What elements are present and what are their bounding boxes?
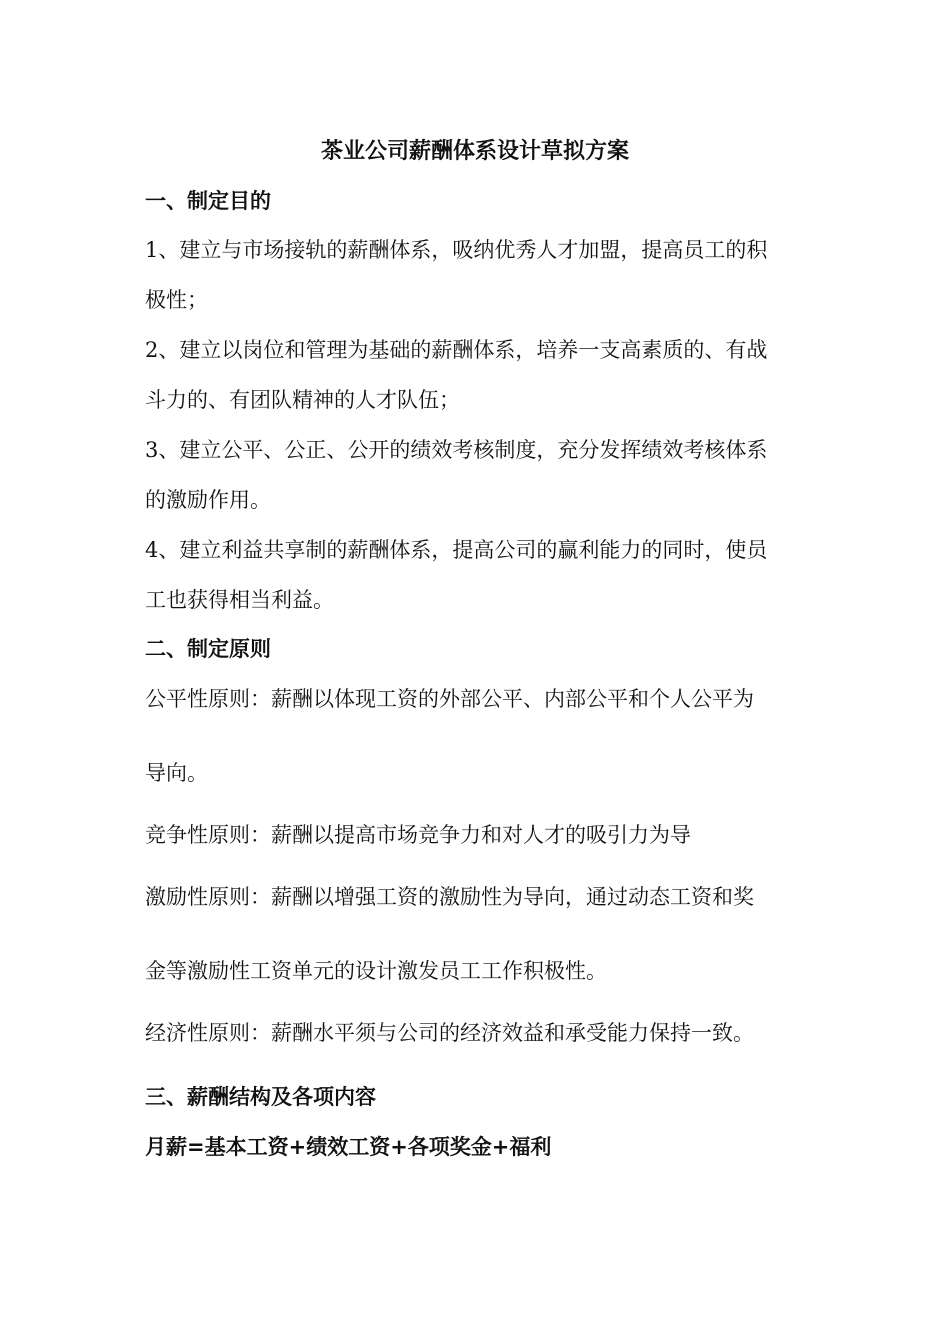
purpose-item-1-line-2: 极性；	[145, 288, 208, 312]
principle-incentive-line-1: 激励性原则：薪酬以增强工资的激励性为导向，通过动态工资和奖	[145, 885, 754, 909]
purpose-item-4-line-1: 4、建立利益共享制的薪酬体系，提高公司的赢利能力的同时，使员	[145, 538, 768, 562]
section-heading-purpose: 一、制定目的	[145, 189, 271, 213]
principle-fairness-line-2: 导向。	[145, 761, 208, 785]
purpose-item-2-line-2: 斗力的、有团队精神的人才队伍；	[145, 388, 460, 412]
section-heading-principles: 二、制定原则	[145, 637, 271, 661]
principle-incentive-line-2: 金等激励性工资单元的设计激发员工工作积极性。	[145, 959, 607, 983]
purpose-item-2-line-1: 2、建立以岗位和管理为基础的薪酬体系，培养一支高素质的、有战	[145, 338, 768, 362]
purpose-item-3-line-2: 的激励作用。	[145, 488, 271, 512]
document-title: 茶业公司薪酬体系设计草拟方案	[320, 139, 629, 164]
purpose-item-1-line-1: 1、建立与市场接轨的薪酬体系，吸纳优秀人才加盟，提高员工的积	[145, 238, 768, 262]
principle-competitiveness: 竞争性原则：薪酬以提高市场竞争力和对人才的吸引力为导	[145, 823, 691, 847]
section-heading-structure: 三、薪酬结构及各项内容	[145, 1085, 376, 1109]
purpose-item-3-line-1: 3、建立公平、公正、公开的绩效考核制度，充分发挥绩效考核体系	[145, 438, 768, 462]
principle-economy: 经济性原则：薪酬水平须与公司的经济效益和承受能力保持一致。	[145, 1021, 754, 1045]
salary-formula: 月薪=基本工资+绩效工资+各项奖金+福利	[145, 1135, 552, 1159]
purpose-item-4-line-2: 工也获得相当利益。	[145, 588, 334, 612]
principle-fairness-line-1: 公平性原则：薪酬以体现工资的外部公平、内部公平和个人公平为	[145, 687, 754, 711]
